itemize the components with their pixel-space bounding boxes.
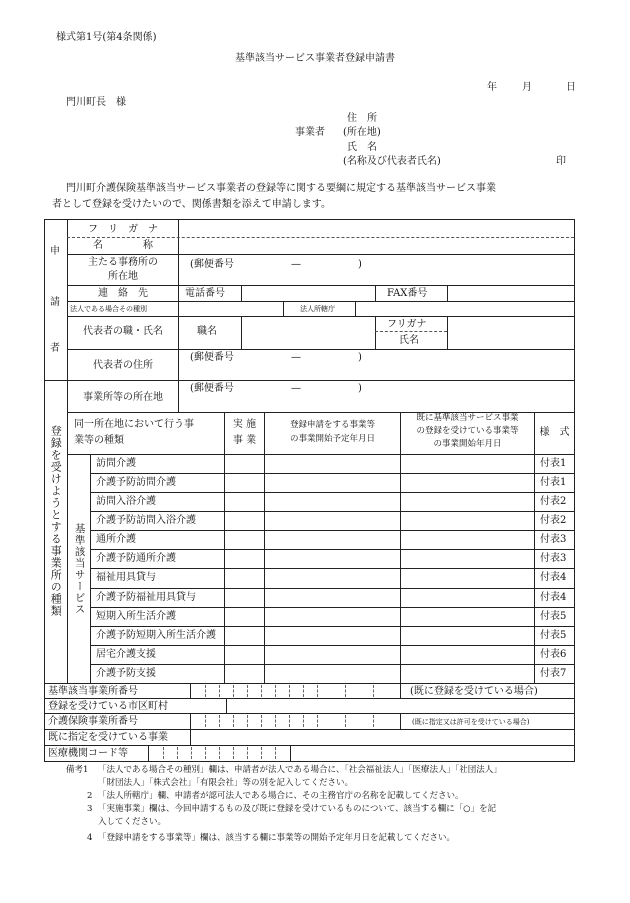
note-3-number: 3	[87, 804, 93, 814]
intro-line-1: 門川町介護保険基準該当サービス事業者の登録等に関する要綱に規定する基準該当サービス事業	[66, 183, 496, 194]
service-form: 付表5	[540, 630, 567, 641]
form-title: 基準該当サービス事業者登録申請書	[235, 53, 395, 64]
date-year-label: 年	[487, 82, 497, 93]
rep-name-label: 氏名	[399, 335, 419, 346]
service-form: 付表1	[540, 458, 567, 469]
office-address-label-1: 主たる事務所の	[88, 257, 158, 268]
location-label: (所在地)	[343, 127, 381, 138]
service-form: 付表4	[540, 572, 567, 583]
rep-postal-label: (郵便番号	[190, 352, 234, 363]
designated-business-label: 既に指定を受けている事業	[48, 732, 168, 743]
business-side-label: 登録を受けようとする事業所の種類	[49, 425, 63, 617]
applicant-side-char-2: 請	[50, 297, 60, 308]
note-4-number: 4	[87, 833, 93, 843]
service-form: 付表3	[540, 553, 567, 564]
rep-title-label: 代表者の職・氏名	[83, 326, 163, 337]
header-types-line-2: 業等の種類	[74, 435, 124, 446]
service-form: 付表2	[540, 496, 567, 507]
header-existing-line-2: の登録を受けている事業等	[416, 426, 519, 436]
furigana-label: フ リ ガ ナ	[88, 224, 158, 235]
form-number: 様式第1号(第4条関係)	[56, 32, 157, 43]
contact-label: 連 絡 先	[98, 288, 148, 299]
header-types-line-1: 同一所在地において行う事	[74, 419, 194, 430]
header-form-label: 様 式	[539, 427, 570, 438]
corp-office-label: 法人所轄庁	[300, 305, 335, 313]
rep-position-label: 職名	[197, 326, 217, 337]
office-address-label-2: 所在地	[108, 271, 138, 282]
service-name: 福祉用具貸与	[96, 572, 156, 583]
business-postal-dash: —	[291, 383, 301, 394]
business-location-label: 事業所等の所在地	[83, 392, 163, 403]
service-name: 介護予防支援	[96, 668, 156, 679]
note-4-text: 「登録申請をする事業等」欄は、該当する欄に事業等の開始予定年月日を記載してください。	[98, 833, 456, 843]
header-existing-line-1: 既に基準該当サービス事業	[416, 413, 519, 423]
applicant-name-label: 名 称	[93, 240, 153, 251]
header-start-line-2: の事業開始予定年月日	[289, 434, 375, 444]
service-form: 付表1	[540, 477, 567, 488]
phone-label: 電話番号	[185, 288, 225, 299]
name-label: 氏 名	[347, 142, 377, 153]
office-postal-close: )	[358, 259, 362, 270]
date-month-label: 月	[522, 82, 532, 93]
recipient: 門川町長 様	[66, 97, 126, 108]
header-impl-line-1: 実 施	[232, 419, 257, 430]
service-name: 短期入所生活介護	[96, 611, 176, 622]
service-form: 付表6	[540, 649, 567, 660]
applicant-side-char-3: 者	[50, 343, 60, 354]
header-start-line-1: 登録申請をする事業等	[289, 420, 375, 430]
applicant-side-char-1: 申	[50, 246, 60, 257]
service-name: 介護予防訪問入浴介護	[96, 515, 196, 526]
service-name: 介護予防短期入所生活介護	[96, 630, 216, 641]
note-1-line-2: 「財団法人」「株式会社」「有限会社」等の別を記入してください。	[98, 778, 354, 788]
rep-postal-dash: —	[291, 352, 301, 363]
service-name: 訪問入浴介護	[96, 496, 156, 507]
notes-label: 備考1	[66, 765, 89, 775]
service-form: 付表2	[540, 515, 567, 526]
date-day-label: 日	[566, 82, 576, 93]
service-name: 通所介護	[96, 534, 136, 545]
fax-label: FAX番号	[387, 288, 428, 299]
kijun-number-label: 基準該当事業所番号	[48, 686, 138, 697]
service-form: 付表4	[540, 592, 567, 603]
hoken-number-label: 介護保険事業所番号	[48, 716, 138, 727]
office-postal-label: (郵便番号	[190, 259, 234, 270]
business-postal-label: (郵便番号	[190, 383, 234, 394]
service-name: 介護予防福祉用具貸与	[96, 592, 196, 603]
office-postal-dash: —	[291, 259, 301, 270]
note-1-line-1: 「法人である場合その種別」欄は、申請者が法人である場合に、「社会福祉法人」「医療法人」「社団法人」	[98, 765, 502, 775]
registered-city-label: 登録を受けている市区町村	[48, 701, 168, 712]
address-label: 住 所	[347, 113, 377, 124]
service-form: 付表7	[540, 668, 567, 679]
header-existing-line-3: の事業開始年月日	[433, 439, 502, 449]
rep-furigana-label: フリガナ	[387, 319, 427, 330]
business-postal-close: )	[358, 383, 362, 394]
kijun-number-note: (既に登録を受けている場合)	[410, 686, 538, 697]
service-form: 付表3	[540, 534, 567, 545]
service-group-label: 基準該当サービス	[73, 523, 86, 615]
rep-address-label: 代表者の住所	[93, 360, 153, 371]
medical-code-label: 医療機関コード等	[48, 748, 128, 759]
service-form: 付表5	[540, 611, 567, 622]
note-2-number: 2	[87, 791, 93, 801]
note-3-line-1: 「実施事業」欄は、今回申請するもの及び既に登録を受けているものについて、該当する欄に「○」を記	[98, 804, 497, 814]
note-3-line-2: 入してください。	[98, 817, 167, 827]
business-label: 事業者	[295, 127, 325, 138]
corp-type-label: 法人である場合その種別	[70, 305, 147, 313]
service-name: 介護予防訪問介護	[96, 477, 176, 488]
rep-postal-close: )	[358, 352, 362, 363]
header-impl-line-2: 事 業	[232, 435, 257, 446]
intro-line-2: 者として登録を受けたいので、関係書類を添えて申請します。	[52, 199, 331, 210]
note-2-text: 「法人所轄庁」欄、申請者が認可法人である場合に、その主務官庁の名称を記載してください。	[98, 791, 464, 801]
seal-mark: 印	[556, 156, 566, 167]
name-sub-label: (名称及び代表者氏名)	[343, 156, 441, 167]
service-name: 訪問介護	[96, 458, 136, 469]
service-name: 介護予防通所介護	[96, 553, 176, 564]
hoken-number-note: (既に指定又は許可を受けている場合)	[412, 718, 530, 726]
service-name: 居宅介護支援	[96, 649, 156, 660]
